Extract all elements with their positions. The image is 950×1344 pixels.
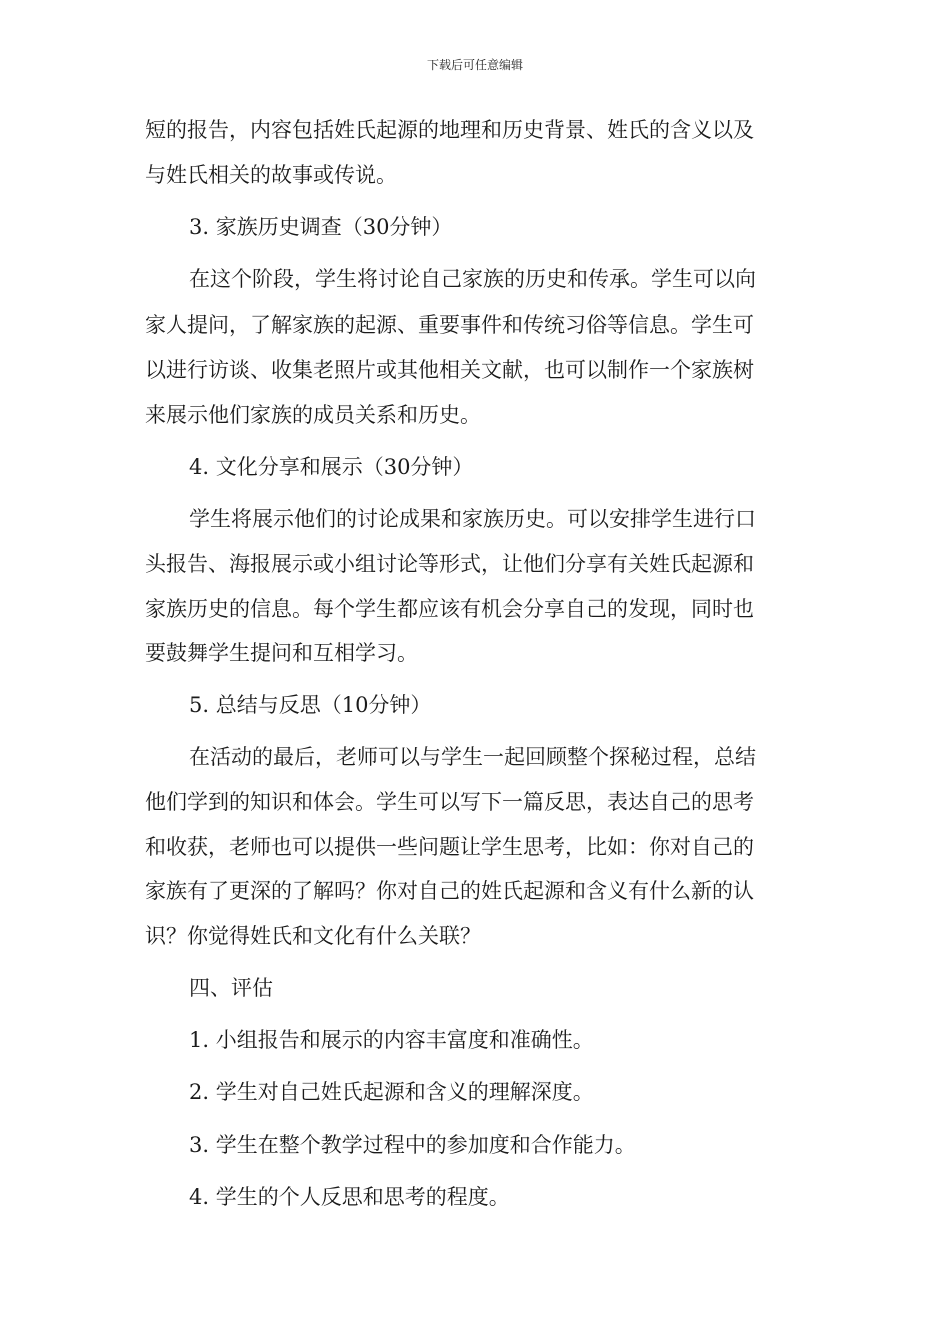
body-line: 以进行访谈、收集老照片或其他相关文献，也可以制作一个家族树 xyxy=(145,358,754,382)
list-item: 2. 学生对自己姓氏起源和含义的理解深度。 xyxy=(189,1080,594,1104)
list-item: 3. 学生在整个教学过程中的参加度和合作能力。 xyxy=(189,1133,636,1157)
body-line: 家族历史的信息。每个学生都应该有机会分享自己的发现，同时也 xyxy=(145,597,754,621)
body-line: 和收获，老师也可以提供一些问题让学生思考，比如：你对自己的 xyxy=(145,835,754,859)
body-line: 学生将展示他们的讨论成果和家族历史。可以安排学生进行口 xyxy=(189,507,756,531)
body-line: 家人提问，了解家族的起源、重要事件和传统习俗等信息。学生可 xyxy=(145,313,754,337)
body-line: 来展示他们家族的成员关系和历史。 xyxy=(145,403,481,427)
body-line: 家族有了更深的了解吗？你对自己的姓氏起源和含义有什么新的认 xyxy=(145,879,754,903)
section-heading: 四、评估 xyxy=(189,976,273,1000)
list-item: 1. 小组报告和展示的内容丰富度和准确性。 xyxy=(189,1028,594,1052)
section-heading: 3. 家族历史调查（30分钟） xyxy=(189,215,453,239)
body-line: 他们学到的知识和体会。学生可以写下一篇反思，表达自己的思考 xyxy=(145,790,754,814)
body-line: 在这个阶段，学生将讨论自己家族的历史和传承。学生可以向 xyxy=(189,267,756,291)
body-line: 与姓氏相关的故事或传说。 xyxy=(145,163,397,187)
section-heading: 5. 总结与反思（10分钟） xyxy=(189,693,432,717)
body-line: 头报告、海报展示或小组讨论等形式，让他们分享有关姓氏起源和 xyxy=(145,552,754,576)
body-line: 识？你觉得姓氏和文化有什么关联？ xyxy=(145,924,481,948)
body-line: 要鼓舞学生提问和互相学习。 xyxy=(145,641,418,665)
body-line: 在活动的最后，老师可以与学生一起回顾整个探秘过程，总结 xyxy=(189,745,756,769)
section-heading: 4. 文化分享和展示（30分钟） xyxy=(189,455,474,479)
body-line: 短的报告，内容包括姓氏起源的地理和历史背景、姓氏的含义以及 xyxy=(145,118,754,142)
page-header: 下载后可任意编辑 xyxy=(426,58,523,72)
list-item: 4. 学生的个人反思和思考的程度。 xyxy=(189,1185,510,1209)
